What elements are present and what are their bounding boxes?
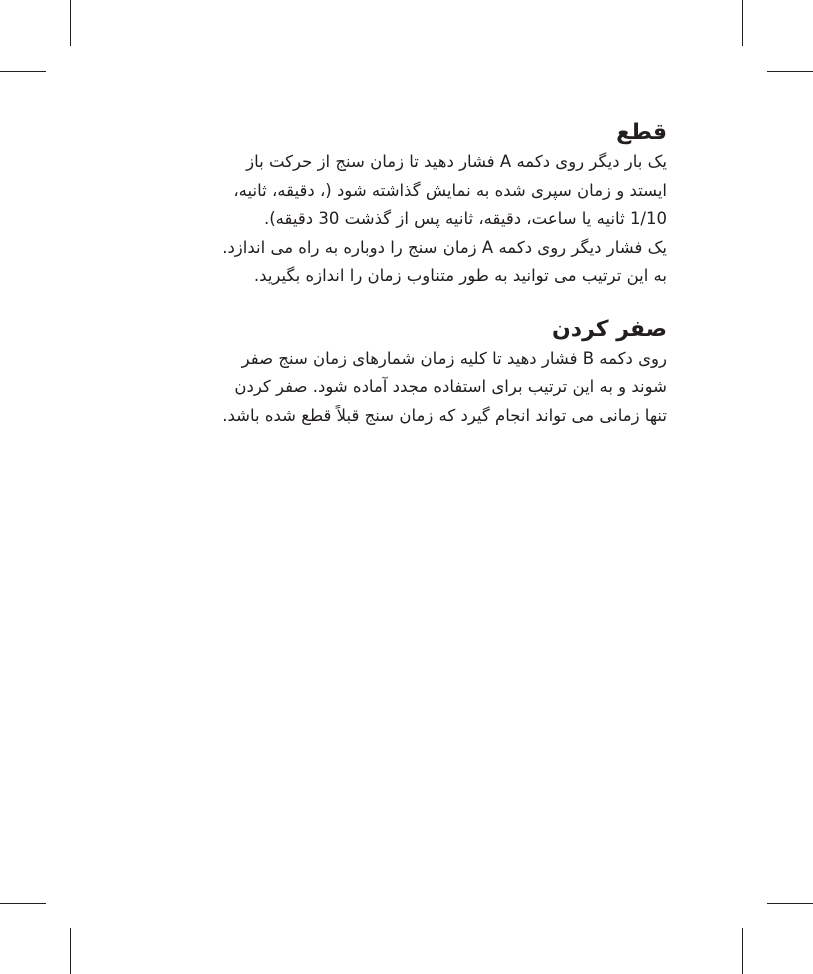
crop-mark-bottom-right-horizontal	[767, 903, 813, 904]
reset-section-text	[127, 345, 667, 431]
crop-mark-top-right-vertical	[742, 0, 743, 46]
text-line: به این ترتیب می توانید به طور متناوب زمان را اندازه بگیرید.	[253, 266, 667, 285]
stop-section-title: قطع	[616, 120, 667, 145]
text-line: ایستد و زمان سپری شده به نمایش گذاشته شود (، دقیقه، ثانیه،	[233, 180, 667, 200]
crop-mark-bottom-left-vertical	[70, 928, 71, 974]
text-line: تنها زمانی می تواند انجام گیرد که زمان سنج قبلاً قطع شده باشد.	[222, 405, 667, 425]
text-line: 1/10 ثانیه یا ساعت، دقیقه، ثانیه پس از گذشت 30 دقیقه).	[264, 209, 667, 228]
stop-section-text	[127, 148, 667, 291]
crop-mark-top-right-horizontal	[767, 71, 813, 72]
crop-mark-bottom-right-vertical	[742, 928, 743, 974]
crop-mark-top-left-horizontal	[0, 71, 46, 72]
reset-section-title: صفر کردن	[552, 316, 667, 342]
text-line: روی دکمه B فشار دهید تا کلیه زمان شمارهای زمان سنج صفر	[241, 348, 667, 368]
text-line: شوند و به این ترتیب برای استفاده مجدد آماده شود. صفر کردن	[234, 377, 667, 396]
crop-mark-bottom-left-horizontal	[0, 903, 46, 904]
text-line: یک بار دیگر روی دکمه A فشار دهید تا زمان سنج از حرکت باز	[246, 152, 667, 171]
stop-section	[127, 118, 667, 291]
text-line: یک فشار دیگر روی دکمه A زمان سنج را دوباره به راه می اندازد.	[222, 237, 667, 257]
reset-section	[127, 315, 667, 431]
crop-mark-top-left-vertical	[70, 0, 71, 46]
manual-content	[127, 118, 667, 430]
